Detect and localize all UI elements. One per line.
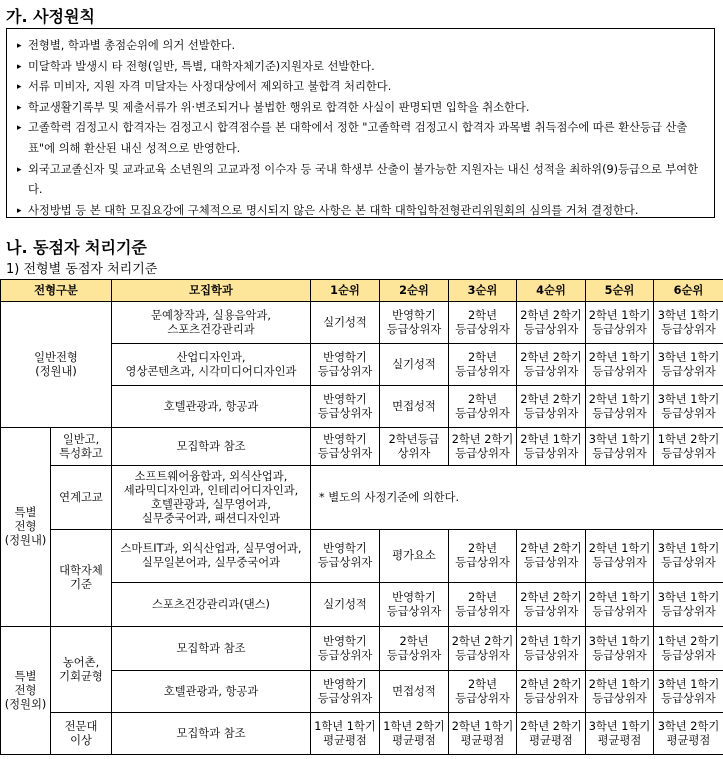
rank-1-cell: 1학년 1학기 평균평점: [311, 713, 380, 755]
rule-item: ▸ 전형별, 학과별 총점순위에 의거 선발한다.: [17, 36, 704, 57]
rule-item: ▸ 외국고교졸신자 및 교과교육 소년원의 고교과정 이수자 등 국내 학생부 산출이 불가능한 지원자는 내신 성적을 최하위(9)등급으로 부여한다.: [17, 160, 704, 201]
header-rank-4: 4순위: [517, 280, 586, 302]
section-b-title: 나. 동점자 처리기준: [6, 238, 147, 257]
rule-item: ▸ 서류 미비자, 지원 자격 미달자는 사정대상에서 제외하고 불합격 처리한다.: [17, 77, 704, 98]
dept-cell: 문예창작과, 실용음악과, 스포츠건강관리과: [112, 302, 311, 344]
rank-2-cell: 2학년 등급상위자: [380, 627, 449, 671]
table-row: [1, 627, 723, 671]
rank-6-cell: 3학년 2학기 평균평점: [654, 713, 723, 755]
rank-3-cell: 2학년 2학기 등급상위자: [449, 627, 517, 671]
rank-3-cell: 2학년 등급상위자: [449, 583, 517, 627]
rank-6-cell: 1학년 2학기 등급상위자: [654, 627, 723, 671]
special-note: * 별도의 사정기준에 의한다.: [311, 466, 723, 530]
rank-3-cell: 2학년 1학기 평균평점: [449, 713, 517, 755]
rule-item: ▸ 학교생활기록부 및 제출서류가 위·변조되거나 불법한 행위로 합격한 사실이 판명되면 입학을 취소한다.: [17, 98, 704, 119]
group-general: 일반전형 (정원내): [1, 302, 112, 428]
subgroup-general-special: 일반고, 특성화고: [51, 428, 112, 466]
table-row: [1, 530, 723, 583]
header-dept: 모집학과: [112, 280, 311, 302]
rank-3-cell: 2학년 등급상위자: [449, 530, 517, 583]
rank-1-cell: 반영학기 등급상위자: [311, 344, 380, 386]
rank-2-cell: 2학년등급 상위자: [380, 428, 449, 466]
rank-2-cell: 반영학기 등급상위자: [380, 583, 449, 627]
rank-5-cell: 2학년 1학기 등급상위자: [586, 302, 654, 344]
rank-2-cell: 반영학기 등급상위자: [380, 302, 449, 344]
rank-3-cell: 2학년 2학기 등급상위자: [449, 428, 517, 466]
rank-1-cell: 반영학기 등급상위자: [311, 627, 380, 671]
rank-5-cell: 2학년 1학기 등급상위자: [586, 386, 654, 428]
rule-item: ▸ 고졸학력 검정고시 합격자는 검정고시 합격점수를 본 대학에서 정한 "고졸학력 검정고시 합격자 과목별 취득점수에 따른 환산등급 산출표"에 의해 환산된 내신 성적으로 반영한다.: [17, 118, 704, 159]
rule-item: ▸ 사정방법 등 본 대학 모집요강에 구체적으로 명시되지 않은 사항은 본 대학 대학입학전형관리위원회의 심의를 거쳐 결정한다.: [17, 201, 704, 222]
rank-4-cell: 2학년 2학기 등급상위자: [517, 386, 586, 428]
rank-1-cell: 실기성적: [311, 302, 380, 344]
rank-5-cell: 3학년 1학기 평균평점: [586, 713, 654, 755]
rank-2-cell: 1학년 2학기 평균평점: [380, 713, 449, 755]
subgroup-linked: 연계고교: [51, 466, 112, 530]
table-row: [1, 302, 723, 344]
rank-1-cell: 반영학기 등급상위자: [311, 671, 380, 713]
dept-cell: 모집학과 참조: [112, 428, 311, 466]
rank-6-cell: 3학년 1학기 등급상위자: [654, 671, 723, 713]
group-special-in: 특별 전형 (정원내): [1, 428, 51, 627]
dept-cell: 호텔관광과, 항공과: [112, 386, 311, 428]
rank-1-cell: 반영학기 등급상위자: [311, 428, 380, 466]
rank-1-cell: 실기성적: [311, 583, 380, 627]
rank-5-cell: 3학년 1학기 등급상위자: [586, 627, 654, 671]
dept-cell: 호텔관광과, 항공과: [112, 671, 311, 713]
header-rank-1: 1순위: [311, 280, 380, 302]
rank-1-cell: 반영학기 등급상위자: [311, 530, 380, 583]
rank-4-cell: 2학년 2학기 등급상위자: [517, 583, 586, 627]
rank-3-cell: 2학년 등급상위자: [449, 344, 517, 386]
rank-1-cell: 반영학기 등급상위자: [311, 386, 380, 428]
rank-6-cell: 3학년 1학기 등급상위자: [654, 386, 723, 428]
dept-cell: 스마트IT과, 외식산업과, 실무영어과, 실무일본어과, 실무중국어과: [112, 530, 311, 583]
header-rank-3: 3순위: [449, 280, 517, 302]
dept-cell: 모집학과 참조: [112, 627, 311, 671]
header-rank-2: 2순위: [380, 280, 449, 302]
header-rank-5: 5순위: [586, 280, 654, 302]
rank-4-cell: 2학년 1학기 등급상위자: [517, 428, 586, 466]
rank-4-cell: 2학년 2학기 등급상위자: [517, 302, 586, 344]
group-special-out: 특별 전형 (정원외): [1, 627, 51, 755]
section-a-title: 가. 사정원칙: [6, 7, 95, 26]
table-row: [1, 466, 723, 530]
rank-4-cell: 2학년 2학기 등급상위자: [517, 671, 586, 713]
rank-5-cell: 2학년 1학기 등급상위자: [586, 530, 654, 583]
rank-2-cell: 평가요소: [380, 530, 449, 583]
rank-4-cell: 2학년 2학기 등급상위자: [517, 530, 586, 583]
rule-item: ▸ 미달학과 발생시 타 전형(일반, 특별, 대학자체기준)지원자로 선발한다.: [17, 57, 704, 78]
section-b-subtitle: 1) 전형별 동점자 처리기준: [6, 262, 158, 277]
rank-6-cell: 3학년 1학기 등급상위자: [654, 302, 723, 344]
rank-3-cell: 2학년 등급상위자: [449, 302, 517, 344]
rank-5-cell: 3학년 1학기 등급상위자: [586, 428, 654, 466]
rank-3-cell: 2학년 등급상위자: [449, 671, 517, 713]
rank-2-cell: 면접성적: [380, 671, 449, 713]
table-row: [1, 428, 723, 466]
rank-5-cell: 2학년 1학기 등급상위자: [586, 344, 654, 386]
subgroup-college: 전문대 이상: [51, 713, 112, 755]
rank-2-cell: 실기성적: [380, 344, 449, 386]
rank-6-cell: 3학년 1학기 등급상위자: [654, 344, 723, 386]
header-rank-6: 6순위: [654, 280, 723, 302]
rules-box: [6, 28, 715, 218]
table-header-row: [1, 280, 723, 302]
rank-5-cell: 2학년 1학기 등급상위자: [586, 583, 654, 627]
rules-list: [7, 29, 714, 221]
rank-4-cell: 2학년 2학기 평균평점: [517, 713, 586, 755]
table-row: [1, 713, 723, 755]
rank-6-cell: 3학년 1학기 등급상위자: [654, 583, 723, 627]
rank-4-cell: 2학년 1학기 등급상위자: [517, 627, 586, 671]
rank-6-cell: 3학년 1학기 등급상위자: [654, 530, 723, 583]
tie-break-table: [0, 279, 723, 755]
rank-2-cell: 면접성적: [380, 386, 449, 428]
dept-cell: 소프트웨어융합과, 외식산업과, 세라믹디자인과, 인테리어디자인과, 호텔관광과, 실무영어과, 실무중국어과, 패션디자인과: [112, 466, 311, 530]
rank-3-cell: 2학년 등급상위자: [449, 386, 517, 428]
dept-cell: 모집학과 참조: [112, 713, 311, 755]
header-type: 전형구분: [1, 280, 112, 302]
dept-cell: 산업디자인과, 영상콘텐츠과, 시각미디어디자인과: [112, 344, 311, 386]
dept-cell: 스포츠건강관리과(댄스): [112, 583, 311, 627]
rank-5-cell: 2학년 1학기 등급상위자: [586, 671, 654, 713]
rank-6-cell: 1학년 2학기 등급상위자: [654, 428, 723, 466]
rank-4-cell: 2학년 2학기 등급상위자: [517, 344, 586, 386]
subgroup-rural: 농어촌, 기회균형: [51, 627, 112, 713]
subgroup-univ: 대학자체 기준: [51, 530, 112, 627]
